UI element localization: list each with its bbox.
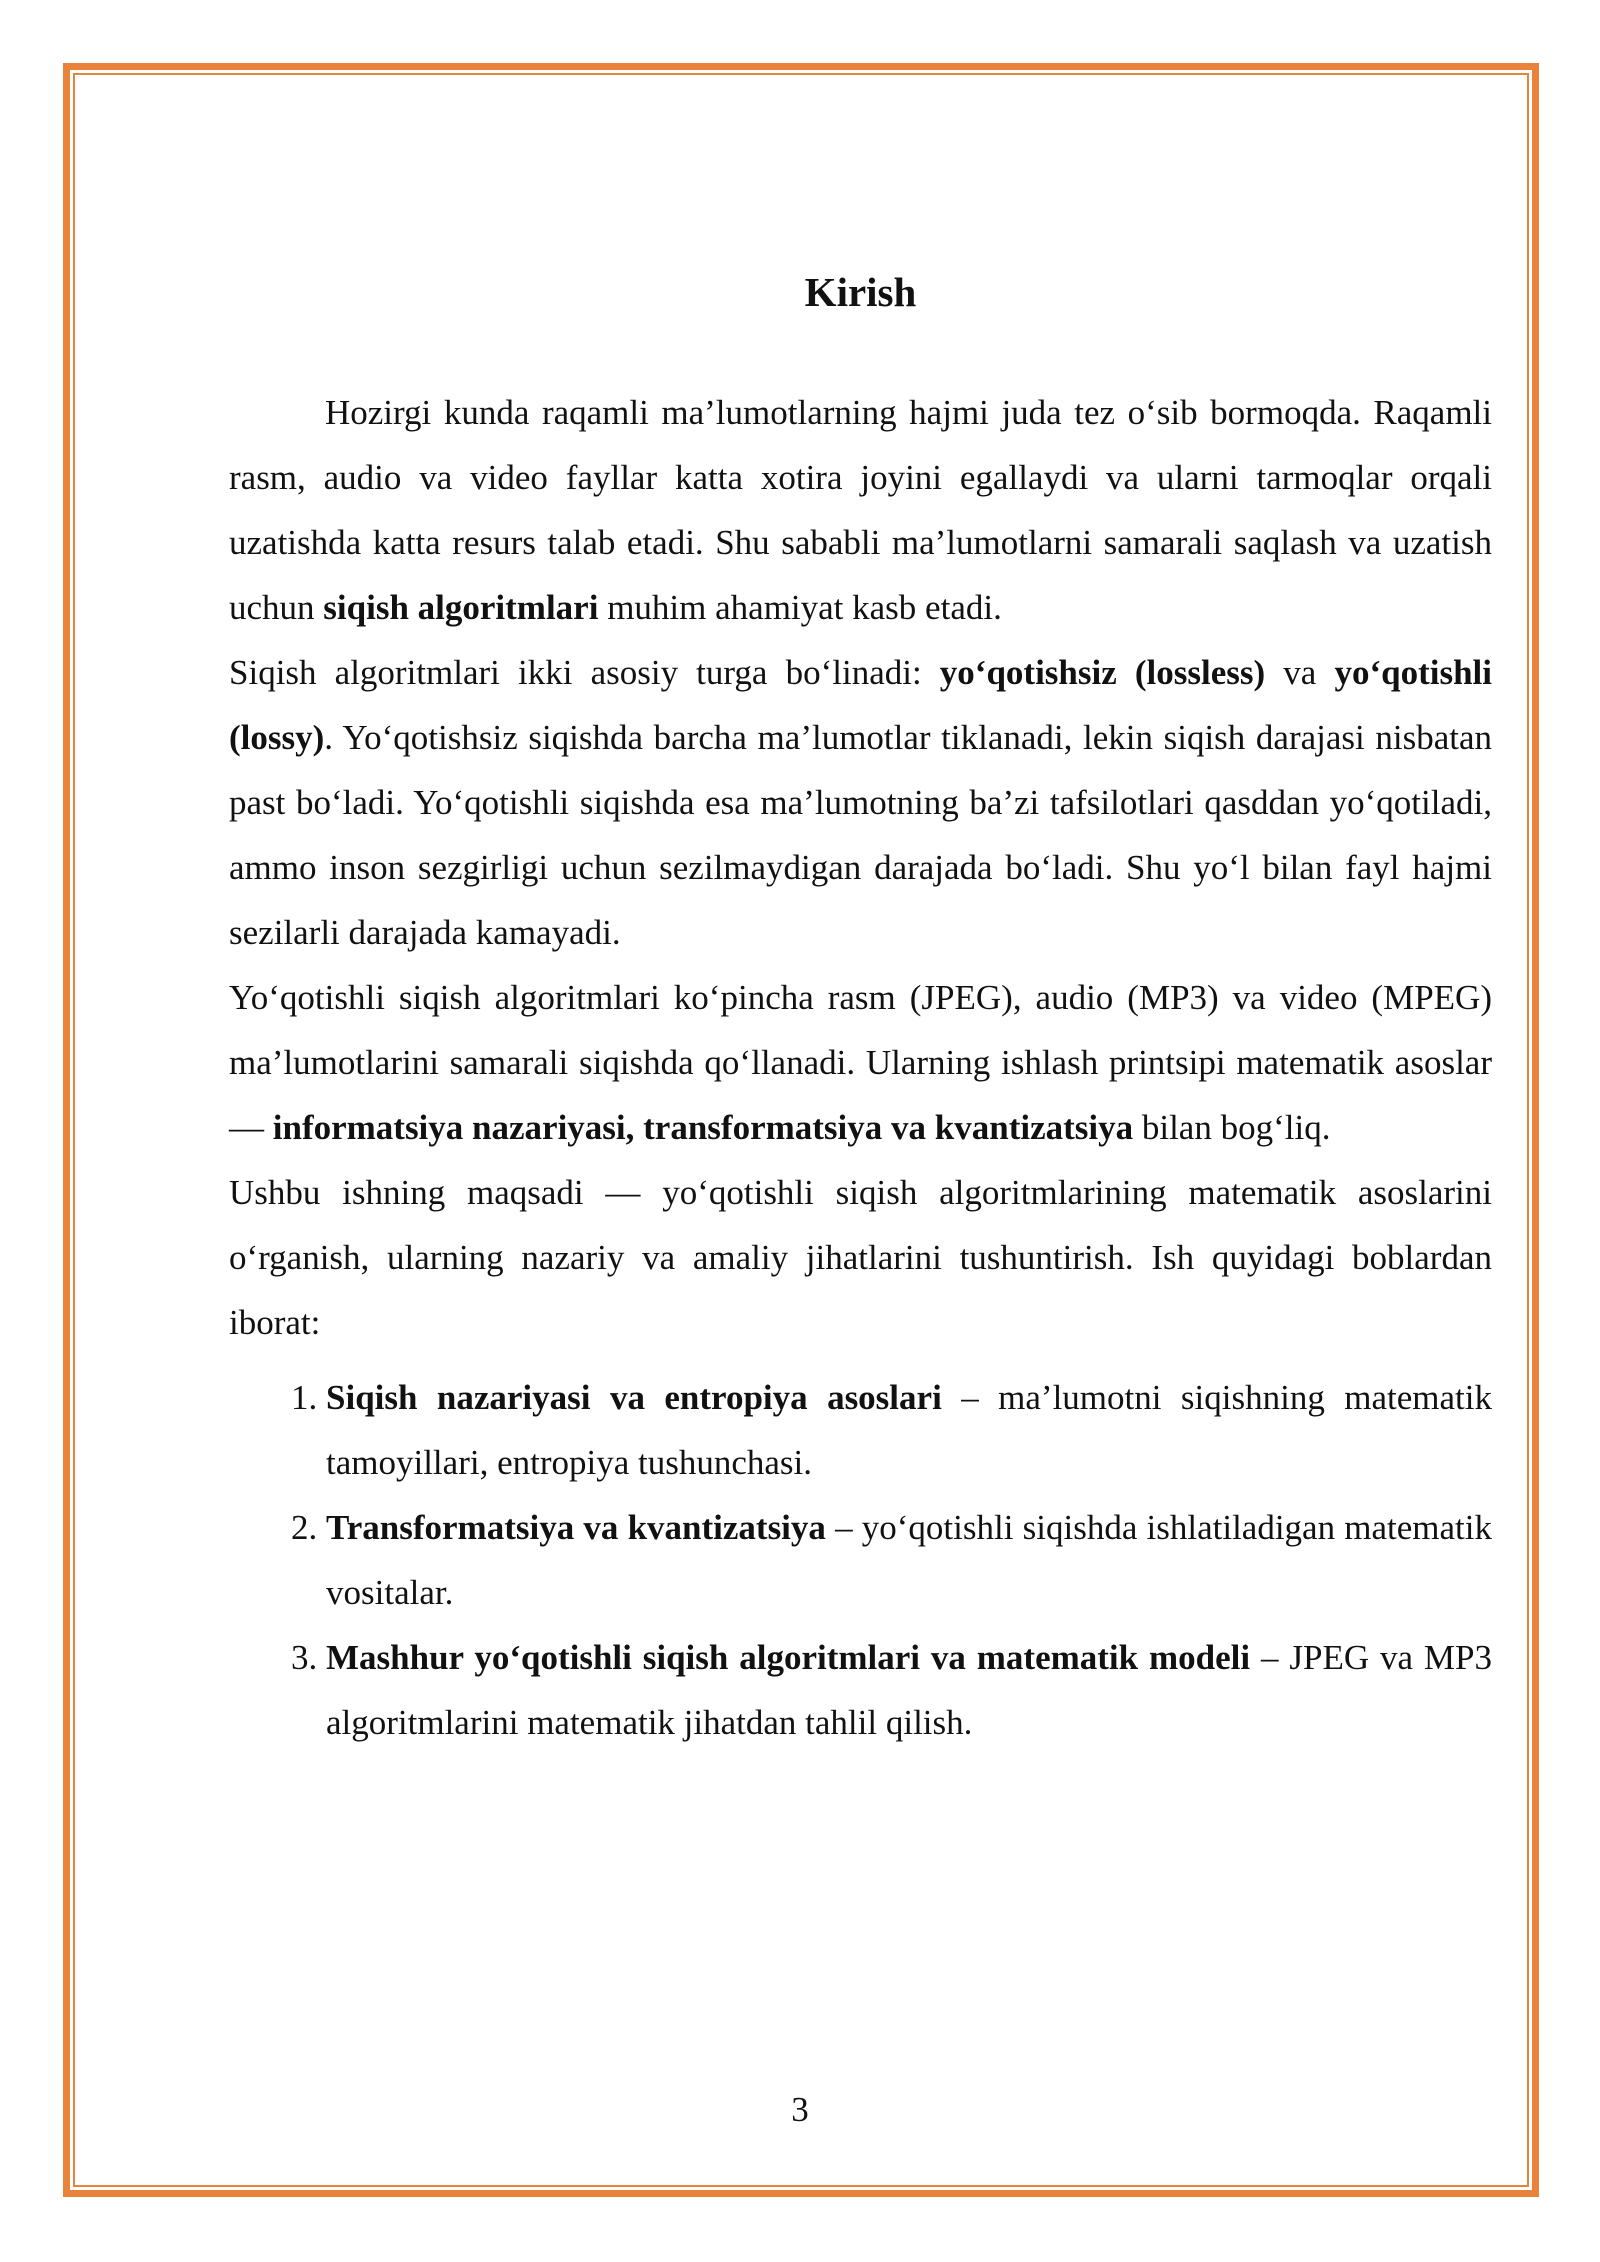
paragraph-applications-start: Yo‘qotishli siqish algoritmlari ko‘pincha rasm (JPEG), audio (MP3) va video (MPEG) ma’lumotlarini samarali siqishda qo‘llanadi. Ularning ishlash printsipi matematik asoslar —: [229, 978, 1492, 1147]
paragraph-types-bold-lossy: yo‘qotishli (lossy): [229, 653, 1492, 757]
paragraph-applications-end: bilan bog‘liq.: [1133, 1108, 1331, 1147]
paragraph-intro: [229, 380, 1492, 640]
paragraph-types-bold-lossless: yo‘qotishsiz (lossless): [939, 653, 1266, 692]
chapter-list-item-1: [326, 1365, 1492, 1495]
page-title: Kirish: [804, 269, 917, 315]
chapter-title: Mashhur yo‘qotishli siqish algoritmlari va matematik modeli: [326, 1638, 1251, 1677]
paragraph-goal: Ushbu ishning maqsadi — yo‘qotishli siqish algoritmlarining matematik asoslarini o‘rganish, ularning nazariy va amaliy jihatlarini tushuntirish. Ish quyidagi boblardan iborat:: [229, 1173, 1492, 1342]
chapter-title: Siqish nazariyasi va entropiya asoslari: [326, 1378, 942, 1417]
paragraph-intro-text: Hozirgi kunda raqamli ma’lumotlarning hajmi juda tez o‘sib bormoqda. Raqamli rasm, audio va video fayllar katta xotira joyini egallaydi va ularni tarmoqlar orqali uzatishda katta resurs talab etadi. Shu sababli ma’lumotlarni samarali saqlash va uzatish uchun: [229, 393, 1492, 627]
paragraph-applications: [229, 965, 1492, 1160]
document-body: [229, 260, 1492, 1755]
chapter-title: Transformatsiya va kvantizatsiya: [326, 1508, 826, 1547]
chapter-list: [229, 1365, 1492, 1755]
paragraph-intro-bold: siqish algoritmlari: [323, 588, 599, 627]
chapter-list-item-2: [326, 1495, 1492, 1625]
chapter-description: – JPEG va MP3 algoritmlarini matematik jihatdan tahlil qilish.: [326, 1638, 1492, 1742]
paragraph-intro-end: muhim ahamiyat kasb etadi.: [598, 588, 1002, 627]
paragraph-types-start: Siqish algoritmlari ikki asosiy turga bo‘linadi:: [229, 653, 940, 692]
paragraph-types-end: . Yo‘qotishsiz siqishda barcha ma’lumotlar tiklanadi, lekin siqish darajasi nisbatan past bo‘ladi. Yo‘qotishli siqishda esa ma’lumotning ba’zi tafsilotlari qasddan yo‘qotiladi, ammo inson sezgirligi uchun sezilmaydigan darajada bo‘ladi. Shu yo‘l bilan fayl hajmi sezilarli darajada kamayadi.: [229, 718, 1492, 952]
paragraph-types: [229, 640, 1492, 965]
chapter-description: – yo‘qotishli siqishda ishlatiladigan matematik vositalar.: [326, 1508, 1492, 1612]
paragraph-applications-bold: informatsiya nazariyasi, transformatsiya va kvantizatsiya: [272, 1108, 1134, 1147]
chapter-description: – ma’lumotni siqishning matematik tamoyillari, entropiya tushunchasi.: [326, 1378, 1492, 1482]
page-number: 3: [791, 2090, 809, 2129]
paragraph-types-mid: va: [1265, 653, 1335, 692]
chapter-list-item-3: [326, 1625, 1492, 1755]
